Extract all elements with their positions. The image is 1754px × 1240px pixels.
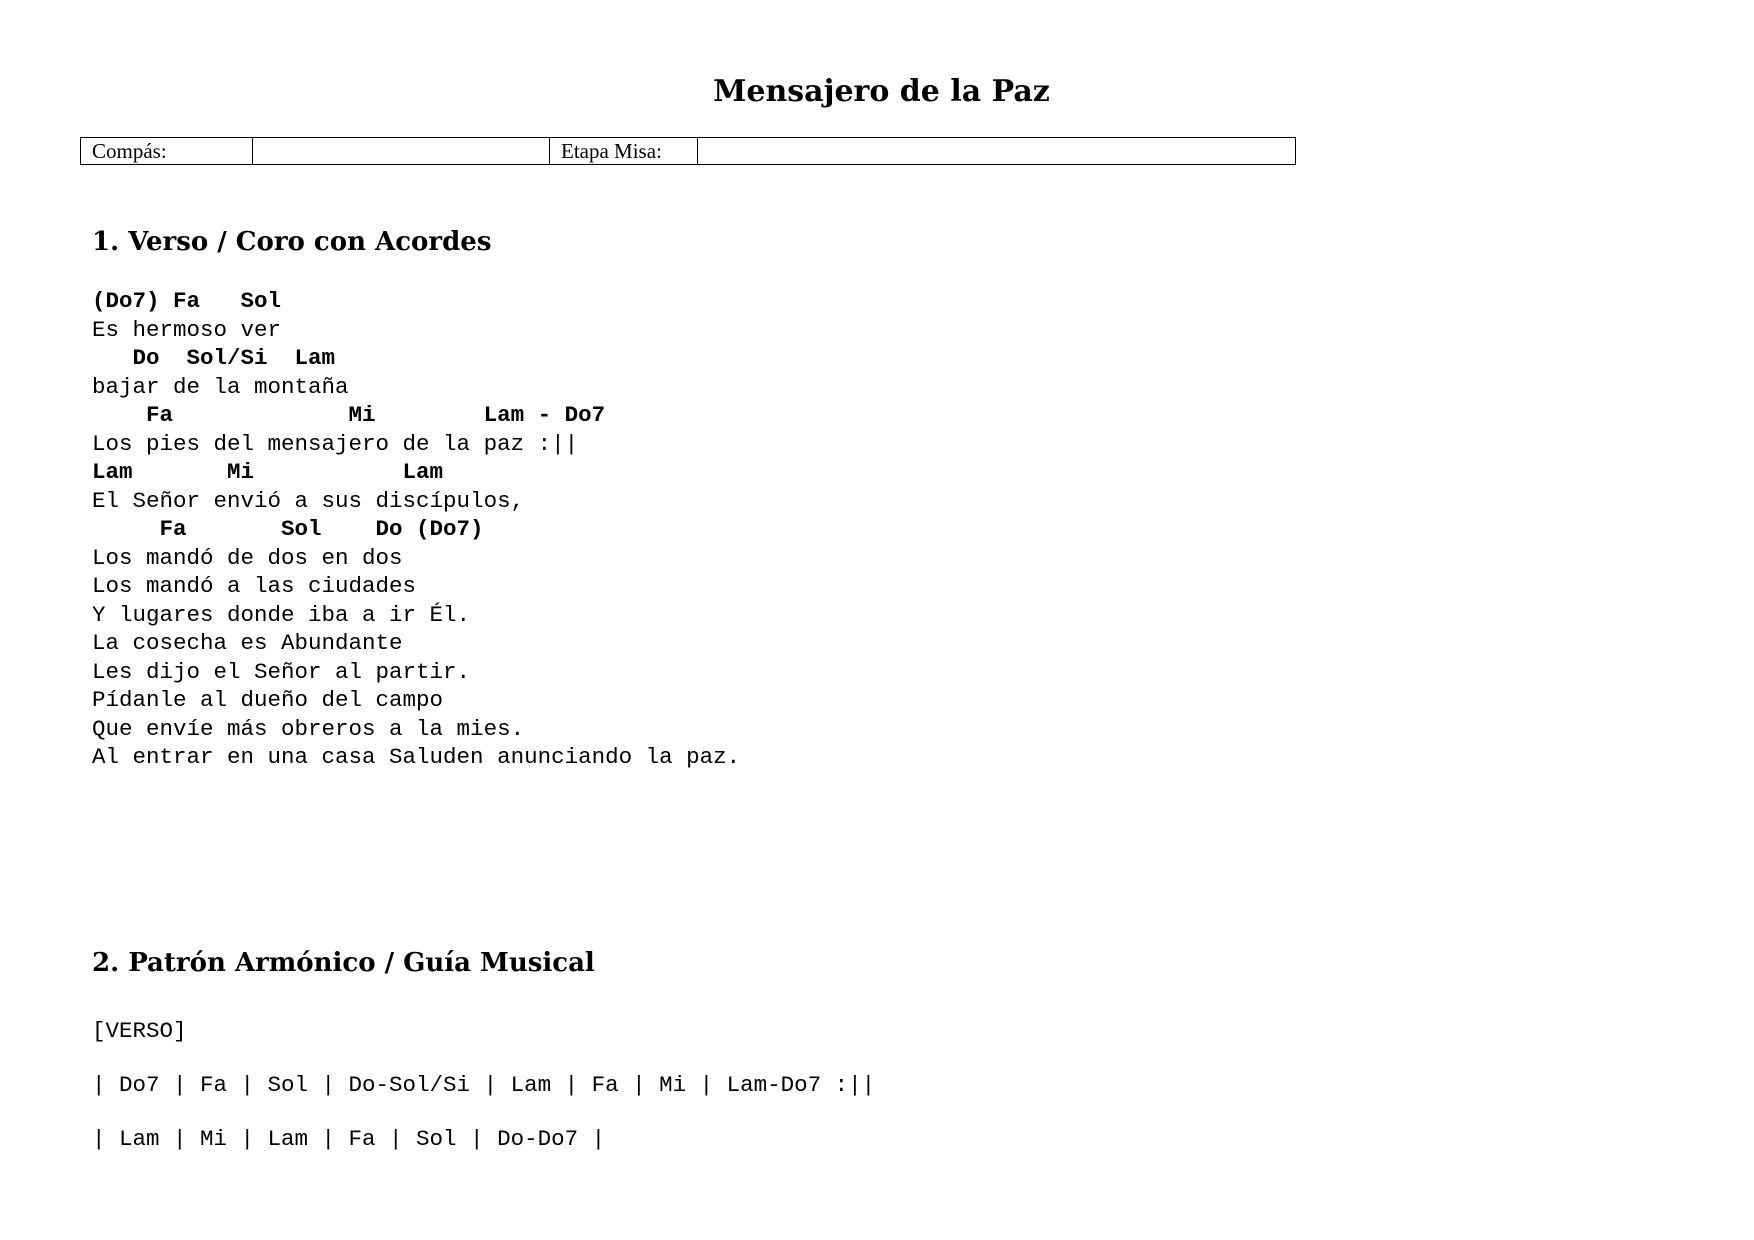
meta-row: [81, 138, 1296, 165]
lyric-line: La cosecha es Abundante: [92, 630, 403, 656]
compas-value-field[interactable]: [253, 138, 550, 165]
verso-label: [VERSO]: [92, 1018, 187, 1044]
chord-progression-row-2: | Lam | Mi | Lam | Fa | Sol | Do-Do7 |: [92, 1126, 606, 1152]
lyric-line: Es hermoso ver: [92, 316, 282, 343]
chord-line: (Do7) Fa Sol: [92, 288, 282, 314]
lyric-line: El Señor envió a sus discípulos,: [92, 487, 525, 514]
lyric-line: Los mandó de dos en dos: [92, 544, 403, 571]
lyric-line: Y lugares donde iba a ir Él.: [92, 601, 471, 628]
chord-line: Lam Mi Lam: [92, 459, 444, 485]
section-heading-verso-coro: 1. Verso / Coro con Acordes: [92, 227, 492, 257]
chord-line: Fa Sol Do (Do7): [92, 516, 484, 542]
lyric-line: bajar de la montaña: [92, 373, 349, 400]
compas-label: Compás:: [81, 138, 253, 165]
etapa-misa-value-field[interactable]: [698, 138, 1296, 165]
chord-line: Do Sol/Si Lam: [92, 345, 336, 371]
etapa-misa-label: Etapa Misa:: [550, 138, 698, 165]
chord-progression-row-1: | Do7 | Fa | Sol | Do-Sol/Si | Lam | Fa | Mi | Lam-Do7 :||: [92, 1072, 876, 1098]
lyric-line: Les dijo el Señor al partir.: [92, 658, 471, 685]
lyric-line: Al entrar en una casa Saluden anunciando la paz.: [92, 744, 741, 770]
title-text: Mensajero de la Paz: [713, 74, 1050, 109]
lyric-line: Pídanle al dueño del campo: [92, 687, 444, 713]
lyric-line: Los mandó a las ciudades: [92, 573, 417, 599]
page-title: [0, 74, 1754, 109]
meta-table: [80, 137, 1296, 165]
lyric-line: Que envíe más obreros a la mies.: [92, 715, 525, 742]
lyric-line: Los pies del mensajero de la paz :||: [92, 430, 579, 457]
lyrics-with-chords: [92, 287, 740, 772]
section-heading-patron-armonico: 2. Patrón Armónico / Guía Musical: [92, 948, 595, 978]
chord-line: Fa Mi Lam - Do7: [92, 402, 606, 428]
